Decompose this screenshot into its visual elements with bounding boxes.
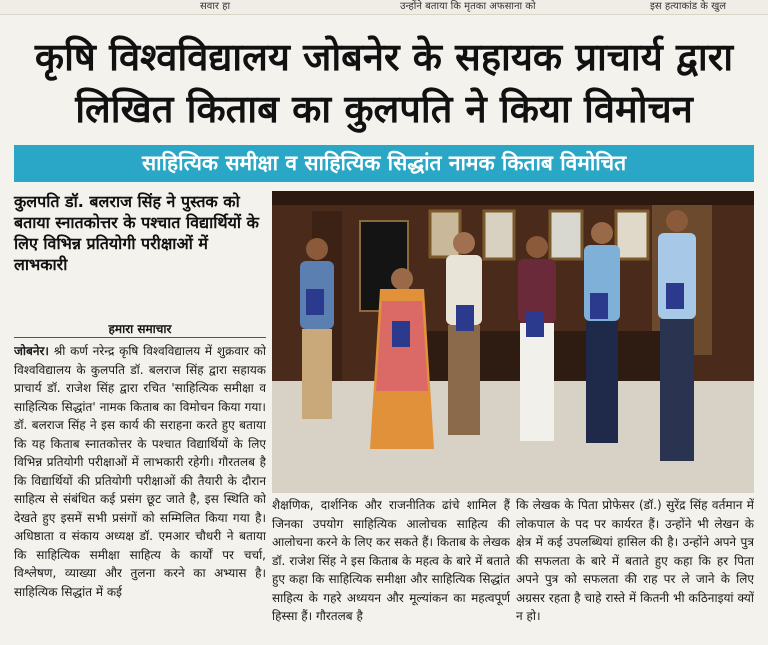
article-subheading: कुलपति डॉ. बलराज सिंह ने पुस्तक को बताया स्नातकोत्तर के पश्चात विद्यार्थियों के लिए विभिन्न प्रतियोगी परीक्षाओं में लाभकारी xyxy=(14,192,259,274)
person-3 xyxy=(446,232,482,435)
subtitle-banner: साहित्यिक समीक्षा व साहित्यिक सिद्धांत नामक किताब विमोचित xyxy=(14,145,754,182)
strip-left-text: सवार हा xyxy=(200,1,231,12)
byline: हमारा समाचार xyxy=(108,322,172,336)
strip-middle-text: उन्होंने बताया कि मृतका अफसाना को xyxy=(400,1,536,12)
dateline: जोबनेर। xyxy=(14,344,49,358)
article-column-1 xyxy=(14,342,266,638)
person-1 xyxy=(300,238,334,419)
event-photo xyxy=(272,191,754,493)
person-4 xyxy=(518,236,556,441)
person-6 xyxy=(658,210,696,461)
strip-right-text: इस हत्याकांड के खुल xyxy=(650,1,727,12)
column-1-text: श्री कर्ण नरेन्द्र कृषि विश्वविद्यालय में शुक्रवार को विश्वविद्यालय के कुलपति डॉ. बलराज सिंह द्वारा सहायक प्राचार्य डॉ. राजेश सिंह द्वारा रचित 'साहित्यिक समीक्षा व साहित्यिक सिद्धांत' नामक किताब का विमोचन किया गया। डॉ. बलराज सिंह ने इस कार्य की सराहना करते हुए बताया कि यह किताब स्नातकोत्तर के पश्चात विद्यार्थियों के लिए विभिन्न प्रतियोगी परीक्षाओं में लाभकारी रहेगी। गौरतलब है कि विद्यार्थियों की प्रतियोगी परीक्षाओं की तैयारी के दौरान साहित्य से संबंधित कई प्रसंग छूट जाते है, इस स्थिति को देखते हुए इसमें सभी प्रसंगों को सम्मिलित किया गया है। अधिष्ठाता व संकाय अध्यक्ष डॉ. एमआर चौधरी ने बताया कि साहित्यिक समीक्षा साहित्य के कार्यों पर चर्चा, विश्लेषण, व्याख्या और तुलना करने का अभ्यास है। साहित्यिक सिद्धांत में कई xyxy=(14,344,266,599)
headline-line-2: लिखित किताब का कुलपति ने किया विमोचन xyxy=(75,87,693,131)
article-column-3: कि लेखक के पिता प्रोफेसर (डॉ.) सुरेंद्र सिंह वर्तमान में लोकपाल के पद पर कार्यरत हैं। उन्होंने भी लेखन के क्षेत्र में कई उपलब्धियां हासिल की है। उन्होंने अपने पुत्र की सफलता के बारे में बताते हुए कहा कि हर पिता अपने पुत्र को सफलता की राह पर ले जाने के लिए अग्रसर रहता है चाहे रास्ते में कितनी भी कठिनाइयां क्यों न हो। xyxy=(516,498,754,623)
top-news-strip xyxy=(0,0,768,15)
person-5 xyxy=(584,222,620,443)
byline-divider xyxy=(14,337,266,338)
photo-illustration xyxy=(272,191,754,493)
article-column-2: शैक्षणिक, दार्शनिक और राजनीतिक ढांचे शामिल हैं जिनका उपयोग साहित्यिक आलोचक साहित्य की आलोचना करने के लिए कर सकते हैं। किताब के लेखक डॉ. राजेश सिंह ने इस किताब के महत्व के बारे में बताते हुए कहा कि साहित्यिक समीक्षा और साहित्यिक सिद्धांत साहित्य के गहरे अध्ययन और मूल्यांकन का महत्वपूर्ण हिस्सा हैं। गौरतलब है xyxy=(272,498,510,623)
headline-line-1: कृषि विश्वविद्यालय जोबनेर के सहायक प्राचार्य द्वारा xyxy=(34,35,734,79)
